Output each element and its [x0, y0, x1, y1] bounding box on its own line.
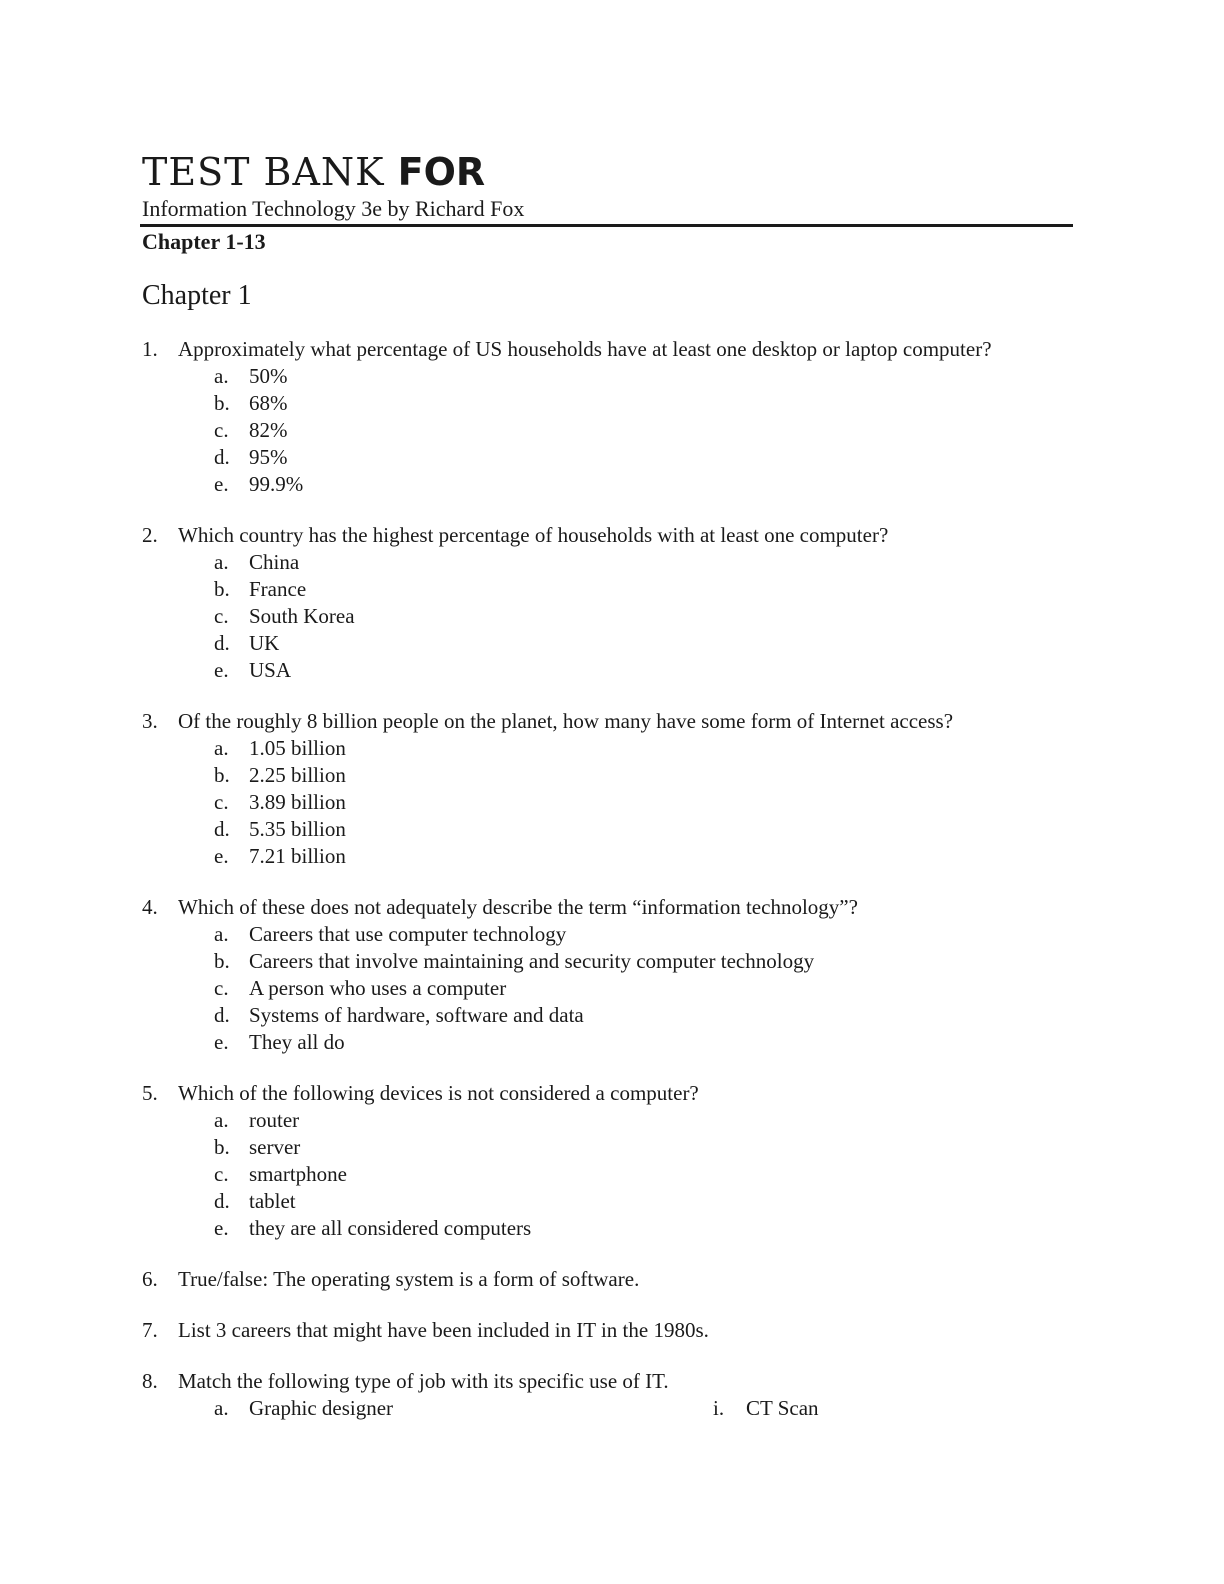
option-letter: d.	[214, 1189, 230, 1213]
question-row	[142, 894, 1092, 921]
document-subtitle: Information Technology 3e by Richard Fox	[142, 196, 525, 221]
option-letter: a.	[214, 550, 229, 574]
answer-option	[142, 1002, 1092, 1029]
answer-option	[142, 1161, 1092, 1188]
option-letter: a.	[214, 364, 229, 388]
option-letter: b.	[214, 763, 230, 787]
answer-option	[142, 549, 1092, 576]
option-letter: d.	[214, 1003, 230, 1027]
option-text: 3.89 billion	[249, 790, 346, 814]
answer-option	[142, 1188, 1092, 1215]
question-item	[142, 1368, 1092, 1422]
answer-option	[142, 1215, 1092, 1242]
match-number: i.	[713, 1396, 725, 1420]
answer-option	[142, 975, 1092, 1002]
answer-option	[142, 762, 1092, 789]
answer-options	[142, 735, 1092, 870]
option-text: 2.25 billion	[249, 763, 346, 787]
option-text: They all do	[249, 1030, 345, 1054]
document-title	[142, 150, 485, 194]
option-text: 82%	[249, 418, 288, 442]
option-letter: a.	[214, 922, 229, 946]
option-text: Careers that involve maintaining and security computer technology	[249, 949, 815, 973]
answer-option	[142, 816, 1092, 843]
question-item	[142, 894, 1092, 1056]
option-text: Graphic designer	[249, 1396, 394, 1420]
question-number: 4.	[142, 895, 158, 919]
answer-options	[142, 1395, 1092, 1422]
title-test-bank: TEST BANK	[142, 150, 398, 194]
option-text: smartphone	[249, 1162, 347, 1186]
option-letter: b.	[214, 949, 230, 973]
answer-options	[142, 363, 1092, 498]
option-letter: a.	[214, 736, 229, 760]
question-text: Which of these does not adequately describe the term “information technology”?	[178, 895, 858, 919]
option-letter: a.	[214, 1108, 229, 1132]
option-letter: c.	[214, 1162, 229, 1186]
option-text: 50%	[249, 364, 288, 388]
option-text: 7.21 billion	[249, 844, 346, 868]
chapter-range: Chapter 1-13	[142, 229, 266, 254]
answer-option	[142, 921, 1092, 948]
answer-option	[142, 576, 1092, 603]
option-letter: d.	[214, 445, 230, 469]
question-text: Match the following type of job with its specific use of IT.	[178, 1369, 669, 1393]
question-item	[142, 708, 1092, 870]
option-letter: c.	[214, 790, 229, 814]
question-number: 7.	[142, 1318, 158, 1342]
answer-option	[142, 1395, 1092, 1422]
option-letter: d.	[214, 631, 230, 655]
answer-option	[142, 657, 1092, 684]
option-text: 5.35 billion	[249, 817, 346, 841]
question-number: 5.	[142, 1081, 158, 1105]
option-letter: c.	[214, 604, 229, 628]
answer-option	[142, 603, 1092, 630]
chapter-heading: Chapter 1	[142, 280, 252, 311]
answer-option	[142, 471, 1092, 498]
option-letter: b.	[214, 1135, 230, 1159]
answer-option	[142, 444, 1092, 471]
answer-option	[142, 390, 1092, 417]
answer-option	[142, 735, 1092, 762]
option-text: server	[249, 1135, 301, 1159]
question-text: Which country has the highest percentage of households with at least one computer?	[178, 523, 889, 547]
answer-options	[142, 921, 1092, 1056]
title-for: FOR	[397, 150, 486, 194]
question-row	[142, 336, 1092, 363]
question-row	[142, 1266, 1092, 1293]
option-letter: a.	[214, 1396, 229, 1420]
option-text: 95%	[249, 445, 288, 469]
answer-option	[142, 843, 1092, 870]
option-text: France	[249, 577, 307, 601]
header-rule	[140, 224, 1073, 227]
question-text: Which of the following devices is not considered a computer?	[178, 1081, 699, 1105]
question-text: True/false: The operating system is a form of software.	[178, 1267, 640, 1291]
question-row	[142, 708, 1092, 735]
option-letter: e.	[214, 844, 229, 868]
answer-option	[142, 417, 1092, 444]
question-item	[142, 1266, 1092, 1293]
question-number: 8.	[142, 1369, 158, 1393]
answer-options	[142, 1107, 1092, 1242]
question-list	[142, 336, 1092, 1446]
option-text: Systems of hardware, software and data	[249, 1003, 584, 1027]
option-text: they are all considered computers	[249, 1216, 532, 1240]
option-text: China	[249, 550, 300, 574]
answer-option	[142, 363, 1092, 390]
option-text: UK	[249, 631, 280, 655]
answer-option	[142, 1107, 1092, 1134]
option-text: 99.9%	[249, 472, 304, 496]
answer-option	[142, 789, 1092, 816]
option-text: router	[249, 1108, 300, 1132]
option-text: A person who uses a computer	[249, 976, 507, 1000]
question-text: Approximately what percentage of US households have at least one desktop or laptop computer?	[178, 337, 992, 361]
option-letter: e.	[214, 1030, 229, 1054]
option-letter: e.	[214, 472, 229, 496]
option-letter: e.	[214, 1216, 229, 1240]
question-text: Of the roughly 8 billion people on the planet, how many have some form of Internet access?	[178, 709, 954, 733]
question-number: 1.	[142, 337, 158, 361]
option-letter: c.	[214, 976, 229, 1000]
option-text: 1.05 billion	[249, 736, 346, 760]
question-row	[142, 1080, 1092, 1107]
option-text: 68%	[249, 391, 288, 415]
question-text: List 3 careers that might have been included in IT in the 1980s.	[178, 1318, 709, 1342]
option-text: tablet	[249, 1189, 296, 1213]
answer-option	[142, 630, 1092, 657]
question-number: 6.	[142, 1267, 158, 1291]
option-letter: c.	[214, 418, 229, 442]
question-row	[142, 522, 1092, 549]
option-letter: e.	[214, 658, 229, 682]
question-number: 2.	[142, 523, 158, 547]
option-letter: b.	[214, 391, 230, 415]
question-row	[142, 1368, 1092, 1395]
option-letter: b.	[214, 577, 230, 601]
question-item	[142, 336, 1092, 498]
option-text: USA	[249, 658, 292, 682]
answer-option	[142, 948, 1092, 975]
question-item	[142, 1080, 1092, 1242]
option-letter: d.	[214, 817, 230, 841]
match-text: CT Scan	[746, 1396, 819, 1420]
question-item	[142, 522, 1092, 684]
question-number: 3.	[142, 709, 158, 733]
answer-option	[142, 1134, 1092, 1161]
option-text: Careers that use computer technology	[249, 922, 567, 946]
answer-options	[142, 549, 1092, 684]
option-text: South Korea	[249, 604, 355, 628]
question-row	[142, 1317, 1092, 1344]
answer-option	[142, 1029, 1092, 1056]
question-item	[142, 1317, 1092, 1344]
